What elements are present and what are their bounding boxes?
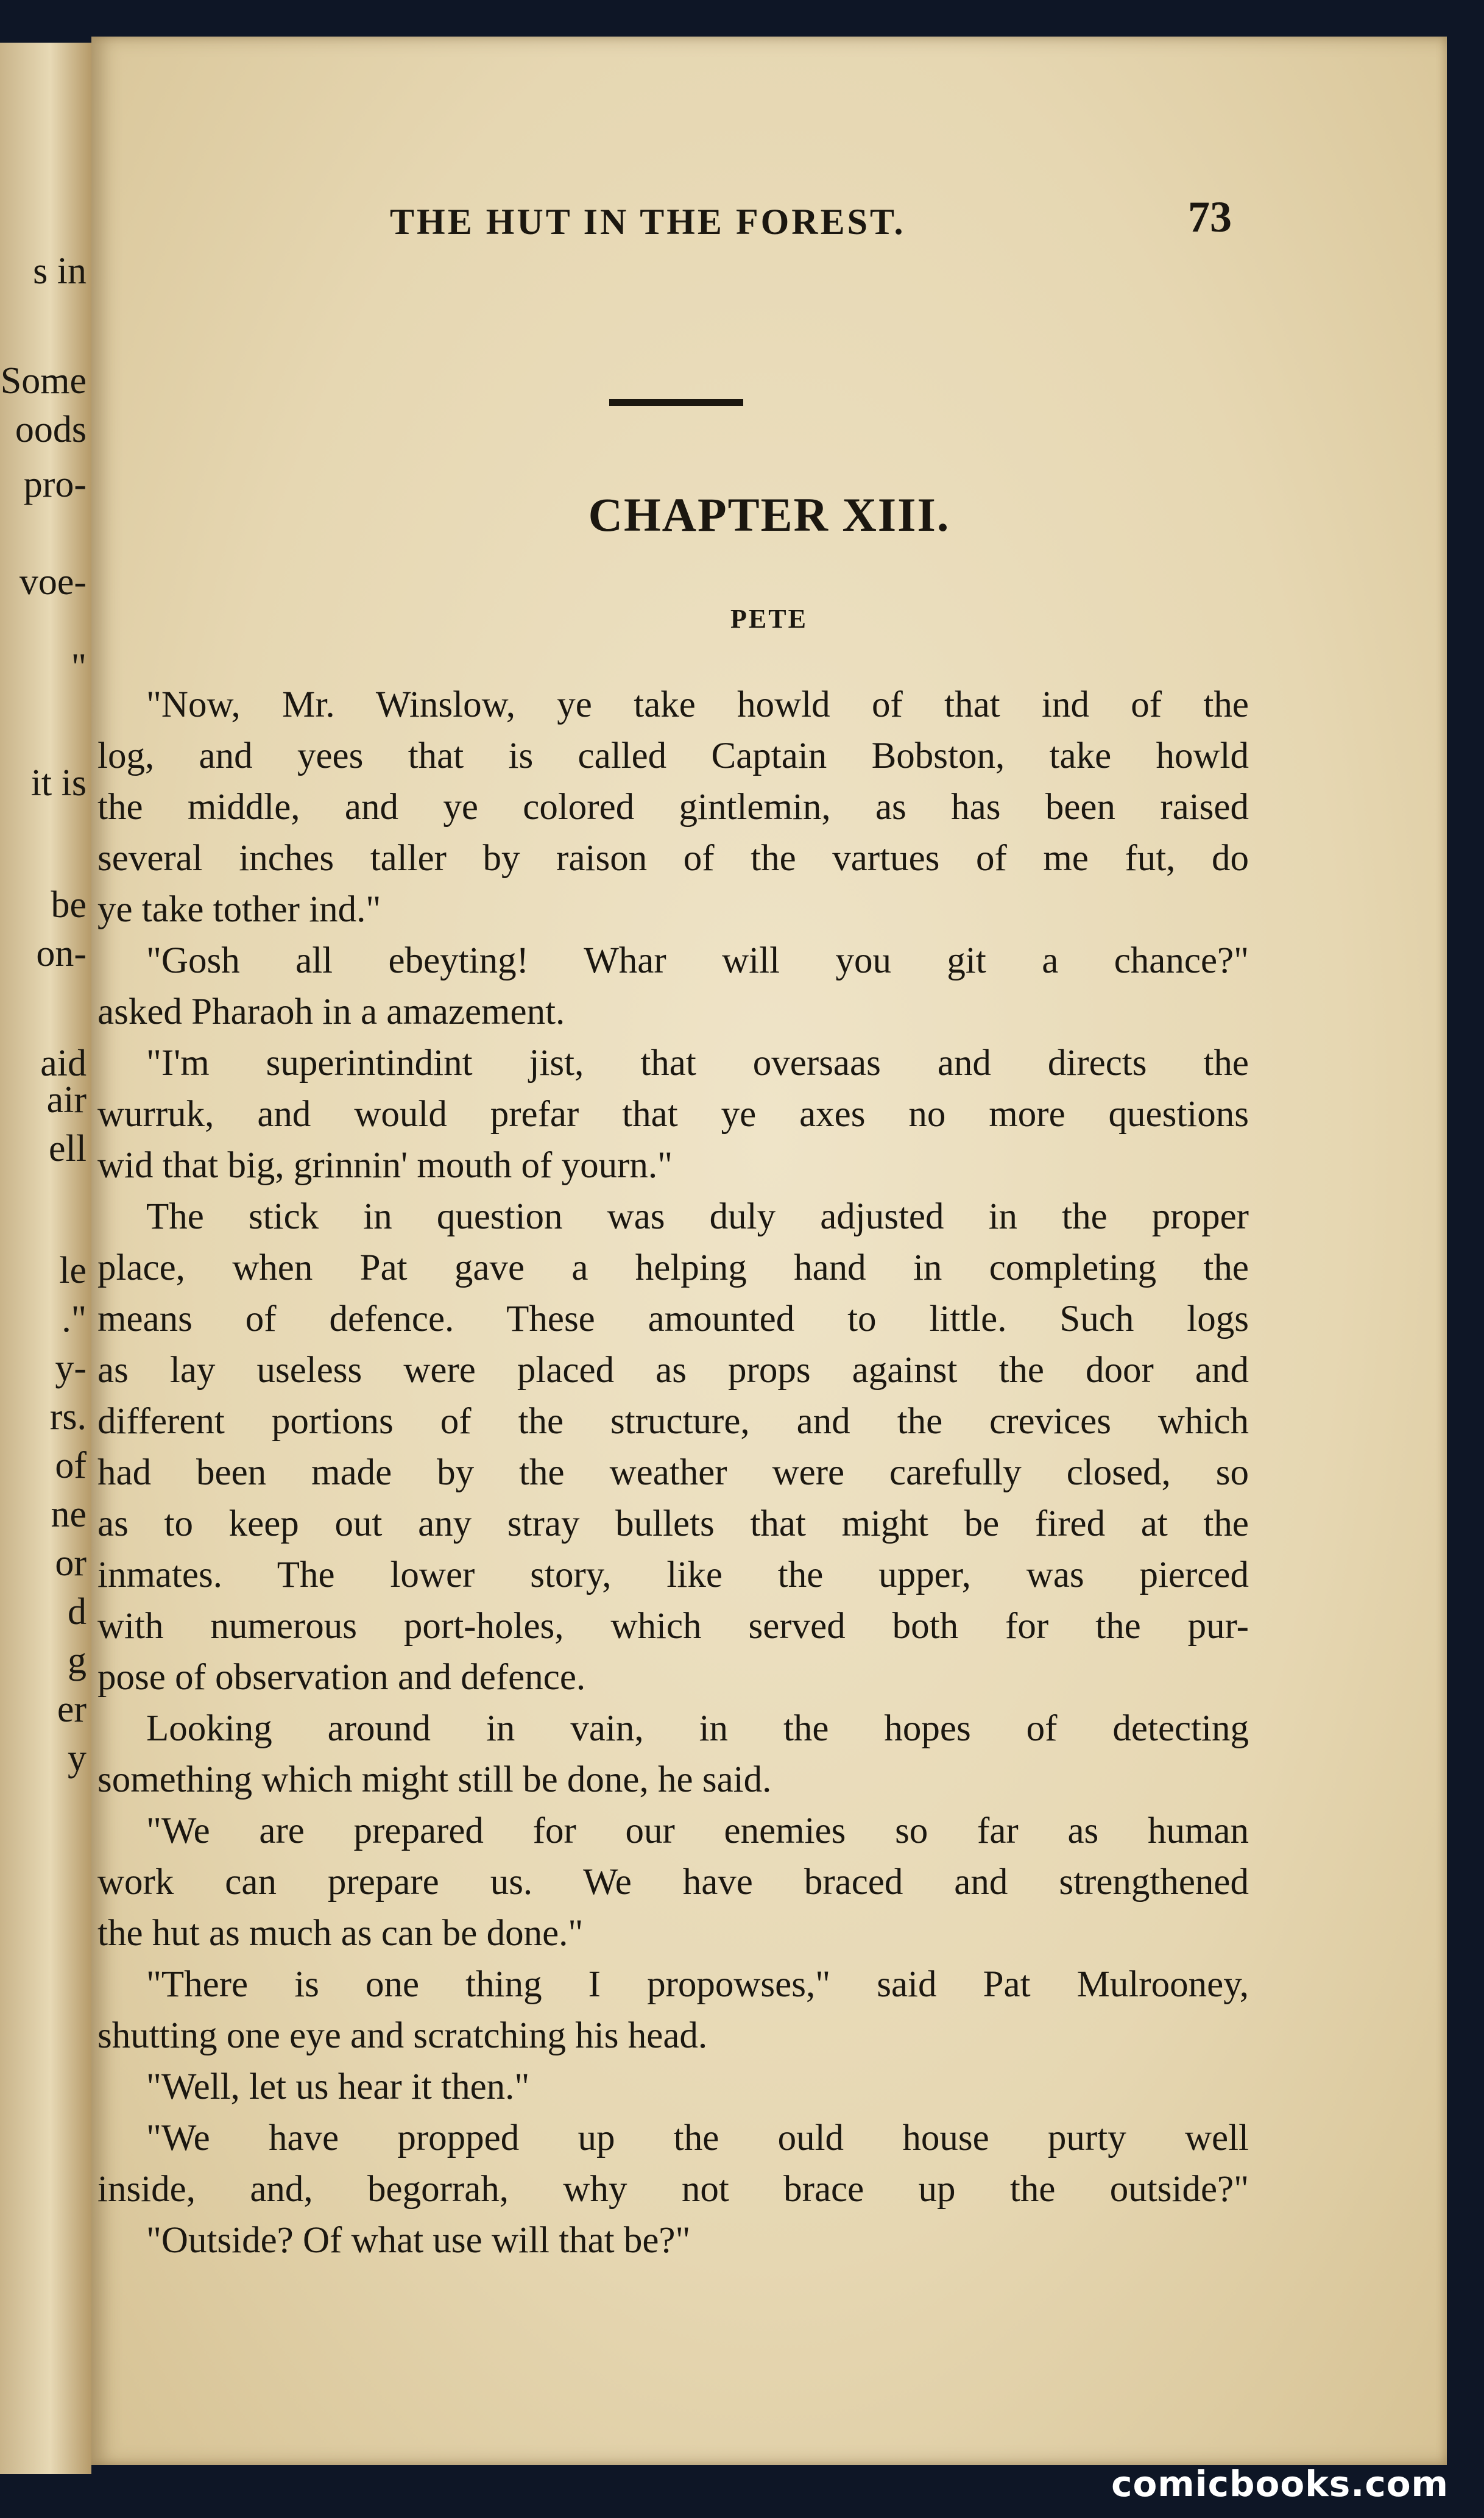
facing-page-fragment: y	[68, 1737, 87, 1779]
facing-page-fragment: ne	[51, 1494, 87, 1535]
text-line: Looking around in vain, in the hopes of detecting	[146, 1708, 1249, 1749]
text-line: "Outside? Of what use will that be?"	[146, 2220, 691, 2261]
facing-page-fragment: voe-	[19, 561, 87, 603]
facing-page-fragment: g	[68, 1640, 87, 1681]
text-line: with numerous port-holes, which served both for the pur-	[97, 1606, 1249, 1647]
text-line: "I'm superintindint jist, that oversaas and directs the	[146, 1043, 1249, 1083]
facing-page-fragment: it is	[30, 762, 87, 804]
watermark: comicbooks.com	[1111, 2463, 1449, 2505]
text-line: as lay useless were placed as props against the door and	[97, 1350, 1249, 1391]
text-line: the middle, and ye colored gintlemin, as has been raised	[97, 787, 1249, 828]
text-line: The stick in question was duly adjusted in the proper	[146, 1196, 1249, 1237]
facing-page-fragment: be	[51, 884, 87, 926]
page-number: 73	[1188, 193, 1232, 241]
chapter-subtitle: PETE	[730, 604, 808, 634]
text-line: "We have propped up the ould house purty well	[146, 2118, 1249, 2158]
text-line: the hut as much as can be done."	[97, 1913, 584, 1954]
running-head: THE HUT IN THE FOREST.	[390, 202, 906, 242]
text-line: ye take tother ind."	[97, 889, 381, 930]
text-line: something which might still be done, he said.	[97, 1759, 772, 1800]
text-line: inmates. The lower story, like the upper, was pierced	[97, 1555, 1249, 1595]
facing-page-fragment: ."	[62, 1299, 87, 1340]
chapter-title: CHAPTER XIII.	[588, 488, 950, 541]
text-line: work can prepare us. We have braced and strengthened	[97, 1862, 1249, 1903]
book-page	[91, 37, 1447, 2465]
text-line: "There is one thing I propowses," said Pat Mulrooney,	[146, 1964, 1249, 2005]
text-line: inside, and, begorrah, why not brace up the outside?"	[97, 2169, 1249, 2210]
facing-page-fragment: aid	[40, 1043, 87, 1084]
body-text	[97, 679, 1249, 2266]
text-line: had been made by the weather were carefully closed, so	[97, 1452, 1249, 1493]
text-line: several inches taller by raison of the vartues of me fut, do	[97, 838, 1249, 879]
chapter-rule	[609, 399, 743, 406]
text-line: "We are prepared for our enemies so far as human	[146, 1810, 1249, 1851]
text-line: asked Pharaoh in a amazement.	[97, 991, 565, 1032]
facing-page-fragment: s in	[33, 250, 87, 292]
text-line: log, and yees that is called Captain Bobston, take howld	[97, 736, 1249, 776]
facing-page-edge	[0, 43, 91, 2474]
facing-page-fragment: y-	[55, 1347, 87, 1389]
text-line: wid that big, grinnin' mouth of yourn."	[97, 1145, 673, 1186]
text-line: different portions of the structure, and the crevices which	[97, 1401, 1249, 1442]
facing-page-fragment: ell	[49, 1128, 87, 1169]
text-line: means of defence. These amounted to little. Such logs	[97, 1299, 1249, 1339]
facing-page-fragment: le	[59, 1250, 87, 1291]
facing-page-fragment: on-	[36, 933, 87, 974]
text-line: "Now, Mr. Winslow, ye take howld of that ind of the	[146, 684, 1249, 725]
facing-page-fragment: oods	[15, 409, 87, 450]
text-line: "Gosh all ebeyting! Whar will you git a chance?"	[146, 940, 1249, 981]
text-line: shutting one eye and scratching his head.	[97, 2015, 708, 2056]
facing-page-fragment: "	[71, 647, 87, 688]
facing-page-fragment: d	[68, 1591, 87, 1633]
text-line: pose of observation and defence.	[97, 1657, 586, 1698]
text-line: as to keep out any stray bullets that might be fired at the	[97, 1503, 1249, 1544]
text-line: place, when Pat gave a helping hand in completing the	[97, 1247, 1249, 1288]
text-line: "Well, let us hear it then."	[146, 2066, 530, 2107]
text-line: wurruk, and would prefar that ye axes no more questions	[97, 1094, 1249, 1135]
facing-page-fragment: air	[46, 1079, 87, 1121]
facing-page-fragment: er	[57, 1689, 87, 1730]
facing-page-fragment: pro-	[23, 464, 87, 505]
facing-page-fragment: rs.	[49, 1396, 87, 1438]
facing-page-fragment: Some	[0, 360, 87, 402]
facing-page-fragment: or	[55, 1542, 87, 1584]
facing-page-fragment: of	[55, 1445, 87, 1486]
